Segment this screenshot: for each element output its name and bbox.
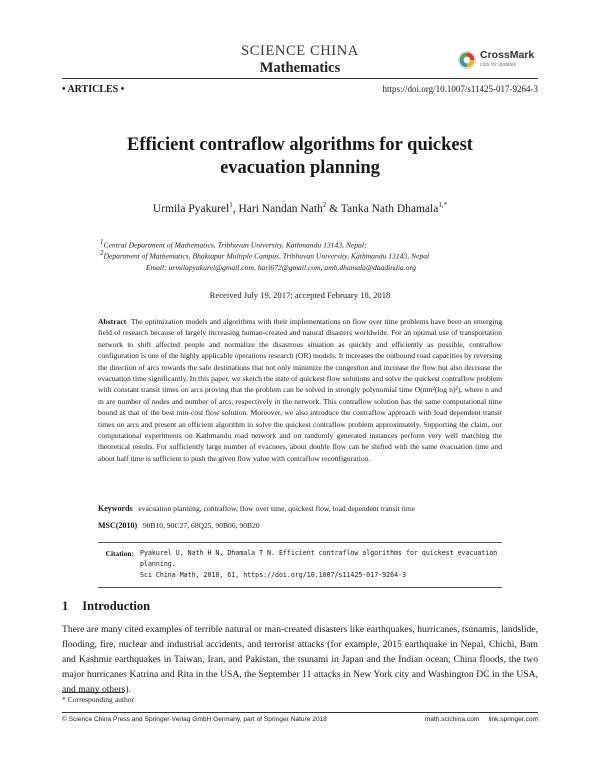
footer-copyright: © Science China Press and Springer-Verlag GmbH Germany, part of Springer Nature 2018 [62, 716, 327, 723]
affiliation-text: Department of Mathematics, Bhaktapur Multiple Campus, Tribhuvan University, Kathmandu 13143, Nepal [103, 251, 430, 261]
footer-rule [62, 712, 538, 713]
title-line-2: evacuation planning [220, 158, 380, 178]
msc-classification [98, 521, 502, 530]
affiliation-text: Central Department of Mathematics, Tribhuvan University, Kathmandu 13143, Nepal; [103, 240, 367, 250]
journal-name: SCIENCE CHINA [241, 43, 359, 59]
keywords [98, 504, 502, 513]
affiliation-mark: 1 [100, 238, 104, 246]
author-separator: & [326, 202, 341, 215]
affiliation-mark: 2 [100, 249, 104, 257]
header-rule [62, 78, 538, 79]
introduction-text: There are many cited examples of terrible natural or man-created disasters like earthquakes, hurricanes, tsunamis, landslide, flooding, fire, nuclear and industrial accidents, and terrorist attacks (for example, 2015 earthquake in Nepal, Chichi, Bam and Kashmir earthquakes in Taiwan, Iran, and Pakistan, the tsunami in Japan and the Indian ocean, China floods, the two major hurricanes Katrina and Rita in the USA, the September 11 attacks in New York city and Washington DC in the USA, and many others). [62, 624, 538, 695]
section-heading [62, 599, 150, 614]
abstract-text: The optimization models and algorithms with their implementations on flow over time problems have been an emerging field of research because of largely increasing human-created and natural disasters worldwide. For an optimal use of transportation network to shift affected people and normalize the disastrous situation as quickly and efficiently as possible, contraflow configuration is one of the highly applicable operations research (OR) models. It increases the outbound road capacities by reversing the direction of arcs towards the safe destinations that not only minimize the congestion and increase the flow but also decrease the evacuation time significantly. In this paper, we sketch the state of quickest flow solutions and solve the quickest contraflow problem with constant transit times on arcs proving that the problem can be solved in strongly polynomial time O(nm²(log n)²), where n and m are number of nodes and number of arcs, respectively in the network. This contraflow solution has the same computational time bound as that of the best min-cost flow solution. Moreover, we also introduce the contraflow approach with load dependent transit times on arcs and present an efficient algorithm to solve the quickest contraflow problem approximately. Supporting the claim, our computational experiments on Kathmandu road network and on randomly generated instances perform very well matching the theoretical results. For sufficiently large number of evacuees, about double flow can be shifted with the same evacuation time and about half time is sufficient to push the given flow value with contraflow reconfiguration. [98, 317, 503, 463]
paper-title [60, 134, 540, 180]
keywords-label: Keywords [98, 504, 133, 513]
crossmark-subtitle: click for updates [480, 62, 517, 68]
journal-subtitle: Mathematics [259, 60, 341, 76]
citation-text [140, 548, 502, 581]
crossmark-badge[interactable] [458, 50, 534, 70]
title-line-1: Efficient contraflow algorithms for quickest [127, 135, 473, 155]
author-affil-mark: 1,* [438, 201, 448, 209]
citation-label: Citation: [105, 549, 134, 558]
articles-label: • ARTICLES • [62, 84, 125, 95]
section-number: 1 [62, 599, 69, 613]
footer-links[interactable]: math.scichina.com link.springer.com [424, 716, 538, 723]
author-affil-mark: 2 [322, 201, 327, 209]
citation-box [98, 542, 502, 588]
author-name: Hari Nandan Nath [238, 202, 323, 215]
keywords-text: evacuation planning, contraflow, flow over time, quickest flow, load dependent transit time [138, 504, 416, 513]
msc-label: MSC(2010) [98, 521, 138, 530]
page-footer [62, 716, 538, 723]
affiliation-2 [100, 248, 500, 262]
msc-codes: 90B10, 90C27, 68Q25, 90B06, 90B20 [142, 521, 260, 530]
citation-line-1: Pyakurel U, Nath H N, Dhamala T N. Efficient contraflow algorithms for quickest evacuation planning. [140, 549, 498, 568]
author-affil-mark: 1 [229, 201, 233, 209]
email-line: Email: urmilapyakurel@gmail.com, hari672@gmail.com, amb.dhamala@daadindia.org [146, 263, 416, 272]
abstract-label: Abstract [98, 317, 127, 326]
abstract [98, 316, 502, 464]
author-name: Urmila Pyakurel [152, 202, 230, 215]
received-dates: Received July 19, 2017; accepted February 18, 2018 [209, 290, 391, 300]
author-separator: , [232, 202, 239, 215]
footnote: * Corresponding author [62, 695, 135, 704]
doi-link[interactable]: https://doi.org/10.1007/s11425-017-9264-3 [382, 84, 538, 94]
citation-line-2: Sci China Math, 2018, 61, https://doi.org/10.1007/s11425-017-9264-3 [140, 571, 406, 579]
crossmark-title: CrossMark [480, 49, 535, 61]
footnote-rule [62, 692, 124, 693]
author-list [60, 201, 540, 215]
section-title: Introduction [82, 599, 151, 613]
author-name: Tanka Nath Dhamala [340, 202, 439, 215]
crossmark-icon [458, 51, 476, 69]
